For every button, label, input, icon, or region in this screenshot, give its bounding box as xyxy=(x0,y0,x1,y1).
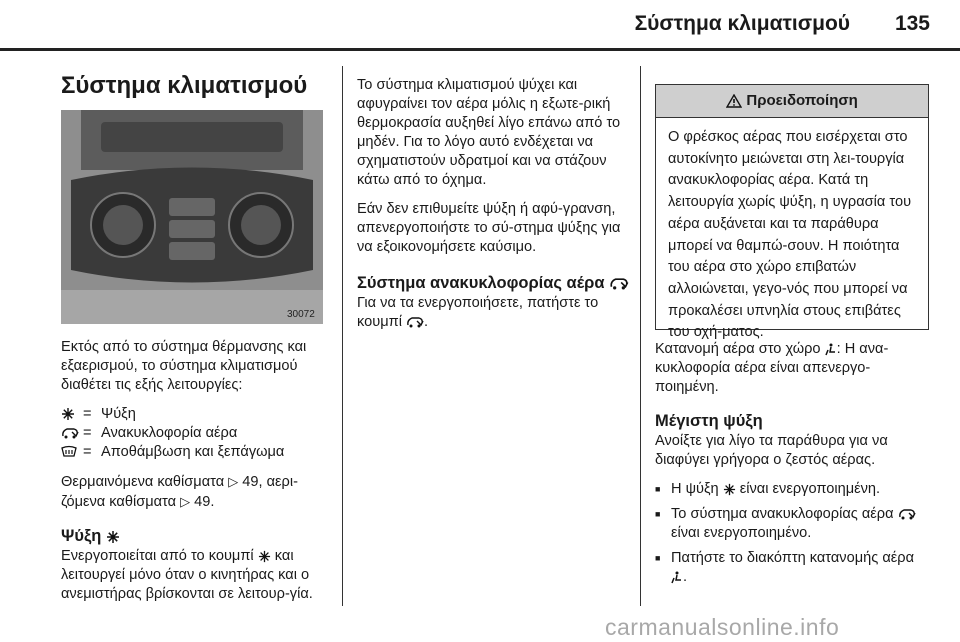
figure-label: 30072 xyxy=(287,309,315,320)
max-cooling-intro: Ανοίξτε για λίγο τα παράθυρα για να διαφύγει γρήγορα ο ζεστός αέρας. xyxy=(655,433,888,468)
list-item: ■ Η ψύξη είναι ενεργοποιημένη. xyxy=(655,481,881,497)
snowflake-icon xyxy=(106,527,120,545)
list-item: ■ Το σύστημα ανακυκλοφορίας αέρα είναι ενεργοποιημένο. xyxy=(655,505,927,543)
middle-column xyxy=(357,76,631,342)
legend-row xyxy=(61,443,336,462)
cooling-heading: Ψύξη xyxy=(61,526,336,547)
bullet-icon: ■ xyxy=(655,484,661,494)
left-column xyxy=(61,72,333,99)
column-divider xyxy=(342,66,343,606)
snowflake-icon xyxy=(258,548,271,564)
bullet-icon: ■ xyxy=(655,553,661,563)
cooling-description: Το σύστημα κλιματισμού ψύχει και αφυγραίνει τον αέρα μόλις η εξωτε-ρική θερμοκρασία αυξηθεί λίγο επάνω από το μηδέν. Για το λόγο αυτό ενδέχεται να σχηματιστούν υδρατμοί και να στάζουν κάτω από το όχημα. xyxy=(357,77,621,188)
list-item: ■ Πατήστε το διακόπτη κατανομής αέρα . xyxy=(655,550,915,585)
max-cooling-heading: Μέγιστη ψύξη xyxy=(655,412,763,430)
column-divider xyxy=(640,66,641,606)
recirculation-icon xyxy=(61,424,83,443)
recirculation-text: Για να τα ενεργοποιήσετε, πατήστε το κουμπί . xyxy=(357,295,599,330)
cooling-disable-text: Εάν δεν επιθυμείτε ψύξη ή αφύ-γρανση, απενεργοποιήστε το σύ-στημα ψύξης για να εξοικονομήσετε καύσιμο. xyxy=(357,201,621,255)
page-reference-icon: ▷ xyxy=(180,494,191,509)
equals-sign: = xyxy=(83,425,92,441)
header-rule xyxy=(0,48,960,51)
warning-box xyxy=(655,84,929,341)
cooling-text: Ενεργοποιείται από το κουμπί και λειτουργεί μόνο όταν ο κινητήρας και ο ανεμιστήρας βρίσκονται σε λειτουρ-γία. xyxy=(61,548,313,602)
page-reference[interactable]: 49, αερι- xyxy=(242,474,298,490)
heated-seats-text xyxy=(61,472,336,512)
warning-text: Ο φρέσκος αέρας που εισέρχεται στο αυτοκίνητο μειώνεται στη λει-τουργία ανακυκλοφορίας αέρα. Κατά τη λειτουργία χωρίς ψύξη, η υγρασία του αέρα αυξάνεται και τα παράθυρα μπορεί να θαμπώ-σουν. Η ποιότητα του αέρα στο χώρο επιβατών αλλοιώνεται, γεγο-νός που μπορεί να προκαλέσει υπνηλία στους επιβάτες του οχή-ματος. xyxy=(668,129,912,341)
air-distribution-text: Κατανομή αέρα στο χώρο : Η ανα-κυκλοφορία αέρα είναι απενεργο-ποιημένη. xyxy=(655,341,889,395)
heated-seats-label: Θερμαινόμενα καθίσματα xyxy=(61,474,225,490)
page-header-title: Σύστημα κλιματισμού xyxy=(634,12,850,35)
equals-sign: = xyxy=(83,444,92,460)
legend-row xyxy=(61,405,336,424)
recirculation-icon xyxy=(898,506,916,522)
snowflake-icon xyxy=(723,481,736,497)
recirculation-icon xyxy=(609,274,629,292)
legend-label: Ψύξη xyxy=(101,406,136,422)
page-reference[interactable]: 49. xyxy=(194,494,215,510)
climate-control-panel-photo xyxy=(61,110,323,324)
footwell-air-icon xyxy=(825,341,837,357)
equals-sign: = xyxy=(83,406,92,422)
recirculation-icon xyxy=(406,314,424,330)
symbol-legend xyxy=(61,405,336,462)
watermark: carmanualsonline.info xyxy=(605,614,840,640)
legend-label: Αποθάμβωση και ξεπάγωμα xyxy=(101,444,285,460)
panel-illustration xyxy=(61,110,323,324)
page-number: 135 xyxy=(894,12,930,35)
warning-title: Προειδοποίηση xyxy=(746,92,858,109)
demist-icon xyxy=(61,443,83,462)
warning-header xyxy=(656,85,928,118)
bullet-icon: ■ xyxy=(655,509,661,519)
left-column-body xyxy=(61,338,336,614)
intro-text: Εκτός από το σύστημα θέρμανσης και εξαερισμού, το σύστημα κλιματισμού διαθέτει τις εξής λειτουργίες: xyxy=(61,339,307,393)
snowflake-icon xyxy=(61,405,83,424)
section-title: Σύστημα κλιματισμού xyxy=(61,72,308,99)
legend-row xyxy=(61,424,336,443)
right-column xyxy=(655,340,927,593)
page-reference-icon: ▷ xyxy=(228,474,239,489)
warning-icon xyxy=(726,92,742,109)
recirculation-heading: Σύστημα ανακυκλοφορίας αέρα xyxy=(357,273,631,294)
footwell-air-icon xyxy=(671,569,683,585)
legend-label: Ανακυκλοφορία αέρα xyxy=(101,425,238,441)
ventilated-seats-label: ζόμενα καθίσματα xyxy=(61,494,177,510)
